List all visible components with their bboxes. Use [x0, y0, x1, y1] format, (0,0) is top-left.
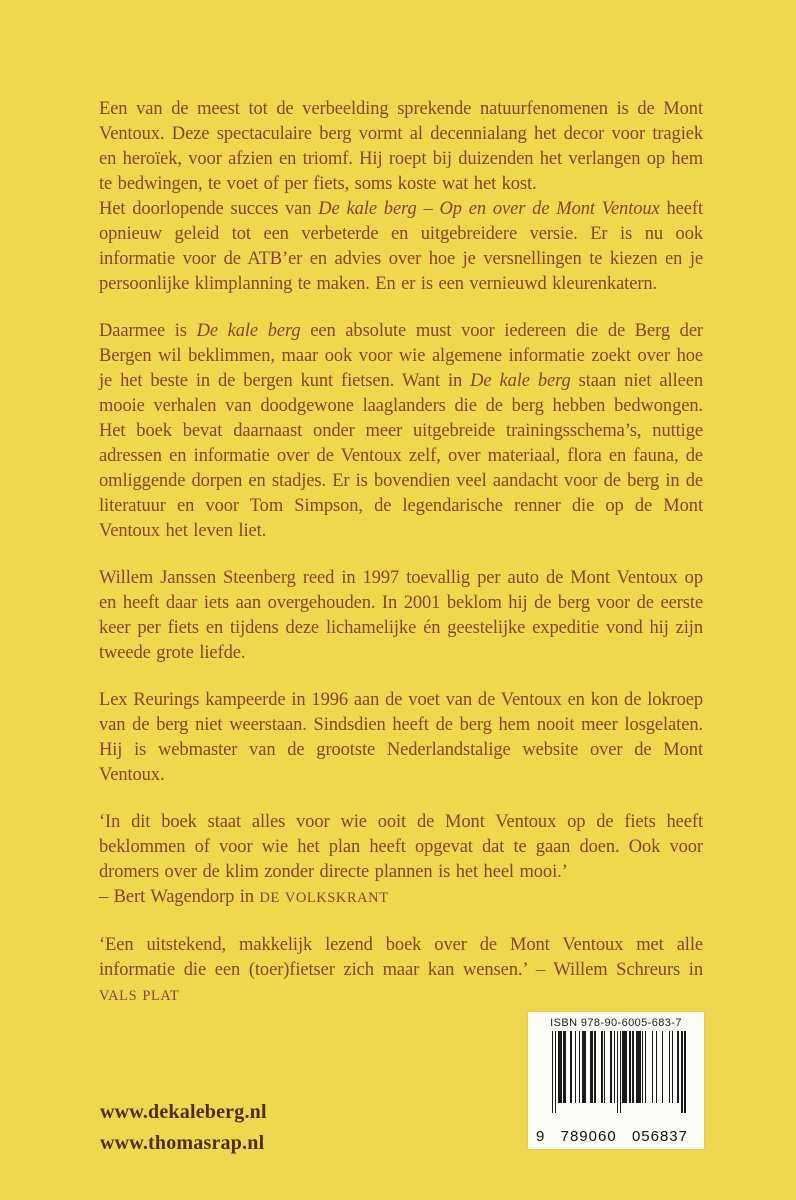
barcode-number: [536, 1128, 688, 1145]
book-title-italic: De kale berg: [470, 371, 571, 391]
text-segment: staan niet alleen mooie verhalen van doodgewone laaglanders die de berg hebben bedwongen. Het boek bevat daarnaast onder meer uitgebreide trainingsschema’s, nuttige adressen en informatie over de Ventoux zelf, over materiaal, flora en fauna, de omliggende dorpen en stadjes. Er is bovendien veel aandacht voor de berg in de literatuur en voor Tom Simpson, de legendarische renner die op de Mont Ventoux het leven liet.: [99, 371, 703, 541]
barcode-bars: [552, 1031, 686, 1115]
book-title-italic: De kale berg: [196, 321, 301, 341]
paragraph-attribution-volkskrant: [99, 885, 703, 911]
publication-smallcaps: VALS PLAT: [99, 988, 180, 1004]
blurb-text: [99, 97, 703, 1009]
paragraph-new-edition: [99, 197, 703, 297]
text-segment: heeft opnieuw geleid tot een verbeterde en uitgebreidere versie. Er is nu ook informatie voor de ATB’er en advies over hoe je versnellingen te kiezen en je persoonlijke klimplanning te maken. En er is een vernieuwd kleurenkatern.: [99, 199, 703, 294]
barcode: [528, 1012, 704, 1149]
text-segment: Lex Reurings kampeerde in 1996 aan de voet van de Ventoux en kon de lokroep van de berg niet weerstaan. Sindsdien heeft de berg hem nooit meer losgelaten. Hij is webmaster van de grootste Nederlandstalige website over de Mont Ventoux.: [99, 690, 703, 785]
text-segment: Een van de meest tot de verbeelding sprekende natuurfenomenen is de Mont Ventoux. Deze spectaculaire berg vormt al decennialang het decor voor tragiek en heroïek, voor afzien en triomf. Hij roept bij duizenden het verlangen op hem te bedwingen, te voet of per fiets, soms koste wat het kost.: [99, 99, 703, 194]
text-segment: Daarmee is: [99, 321, 197, 341]
website-dekaleberg: www.dekaleberg.nl: [100, 1101, 267, 1123]
text-segment: Het doorlopende succes van: [99, 199, 319, 219]
paragraph-quote-volkskrant: [99, 810, 703, 885]
website-thomasrap: www.thomasrap.nl: [100, 1132, 265, 1154]
paragraph-intro: [99, 97, 703, 197]
book-title-italic: De kale berg – Op en over de Mont Ventoux: [318, 199, 660, 219]
footer-websites: [100, 1097, 267, 1159]
barcode-number-group: 056837: [631, 1128, 688, 1145]
paragraph-must-have: [99, 319, 703, 544]
text-segment: – Bert Wagendorp in: [99, 887, 260, 907]
paragraph-author-willem: [99, 566, 703, 666]
paragraph-quote-valsplat: [99, 933, 703, 1009]
barcode-module: [684, 1031, 685, 1113]
text-segment: Willem Janssen Steenberg reed in 1997 toevallig per auto de Mont Ventoux op en heeft daar iets aan overgehouden. In 2001 beklom hij de berg voor de eerste keer per fiets en tijdens deze lichamelijke én geestelijke expeditie vond hij zijn tweede grote liefde.: [99, 568, 703, 663]
publication-smallcaps: DE VOLKSKRANT: [259, 890, 389, 906]
text-segment: een absolute must voor iedereen die de Berg der Bergen wil beklimmen, maar ook voor wie algemene informatie zoekt over hoe je het beste in de bergen kunt fietsen. Want in: [99, 321, 703, 391]
barcode-number-group: 789060: [560, 1128, 617, 1145]
barcode-number-group: 9: [536, 1128, 546, 1145]
text-segment: ‘Een uitstekend, makkelijk lezend boek over de Mont Ventoux met alle informatie die een (toer)fietser zich maar kan wensen.’ – Willem Schreurs in: [99, 935, 703, 980]
text-segment: ‘In dit boek staat alles voor wie ooit de Mont Ventoux op de fiets heeft beklommen of voor wie het plan heeft opgevat dat te gaan doen. Ook voor dromers over de klim zonder directe plannen is het heel mooi.’: [99, 812, 703, 882]
isbn-label: ISBN 978-90-6005-683-7: [550, 1017, 682, 1029]
paragraph-author-lex: [99, 688, 703, 788]
